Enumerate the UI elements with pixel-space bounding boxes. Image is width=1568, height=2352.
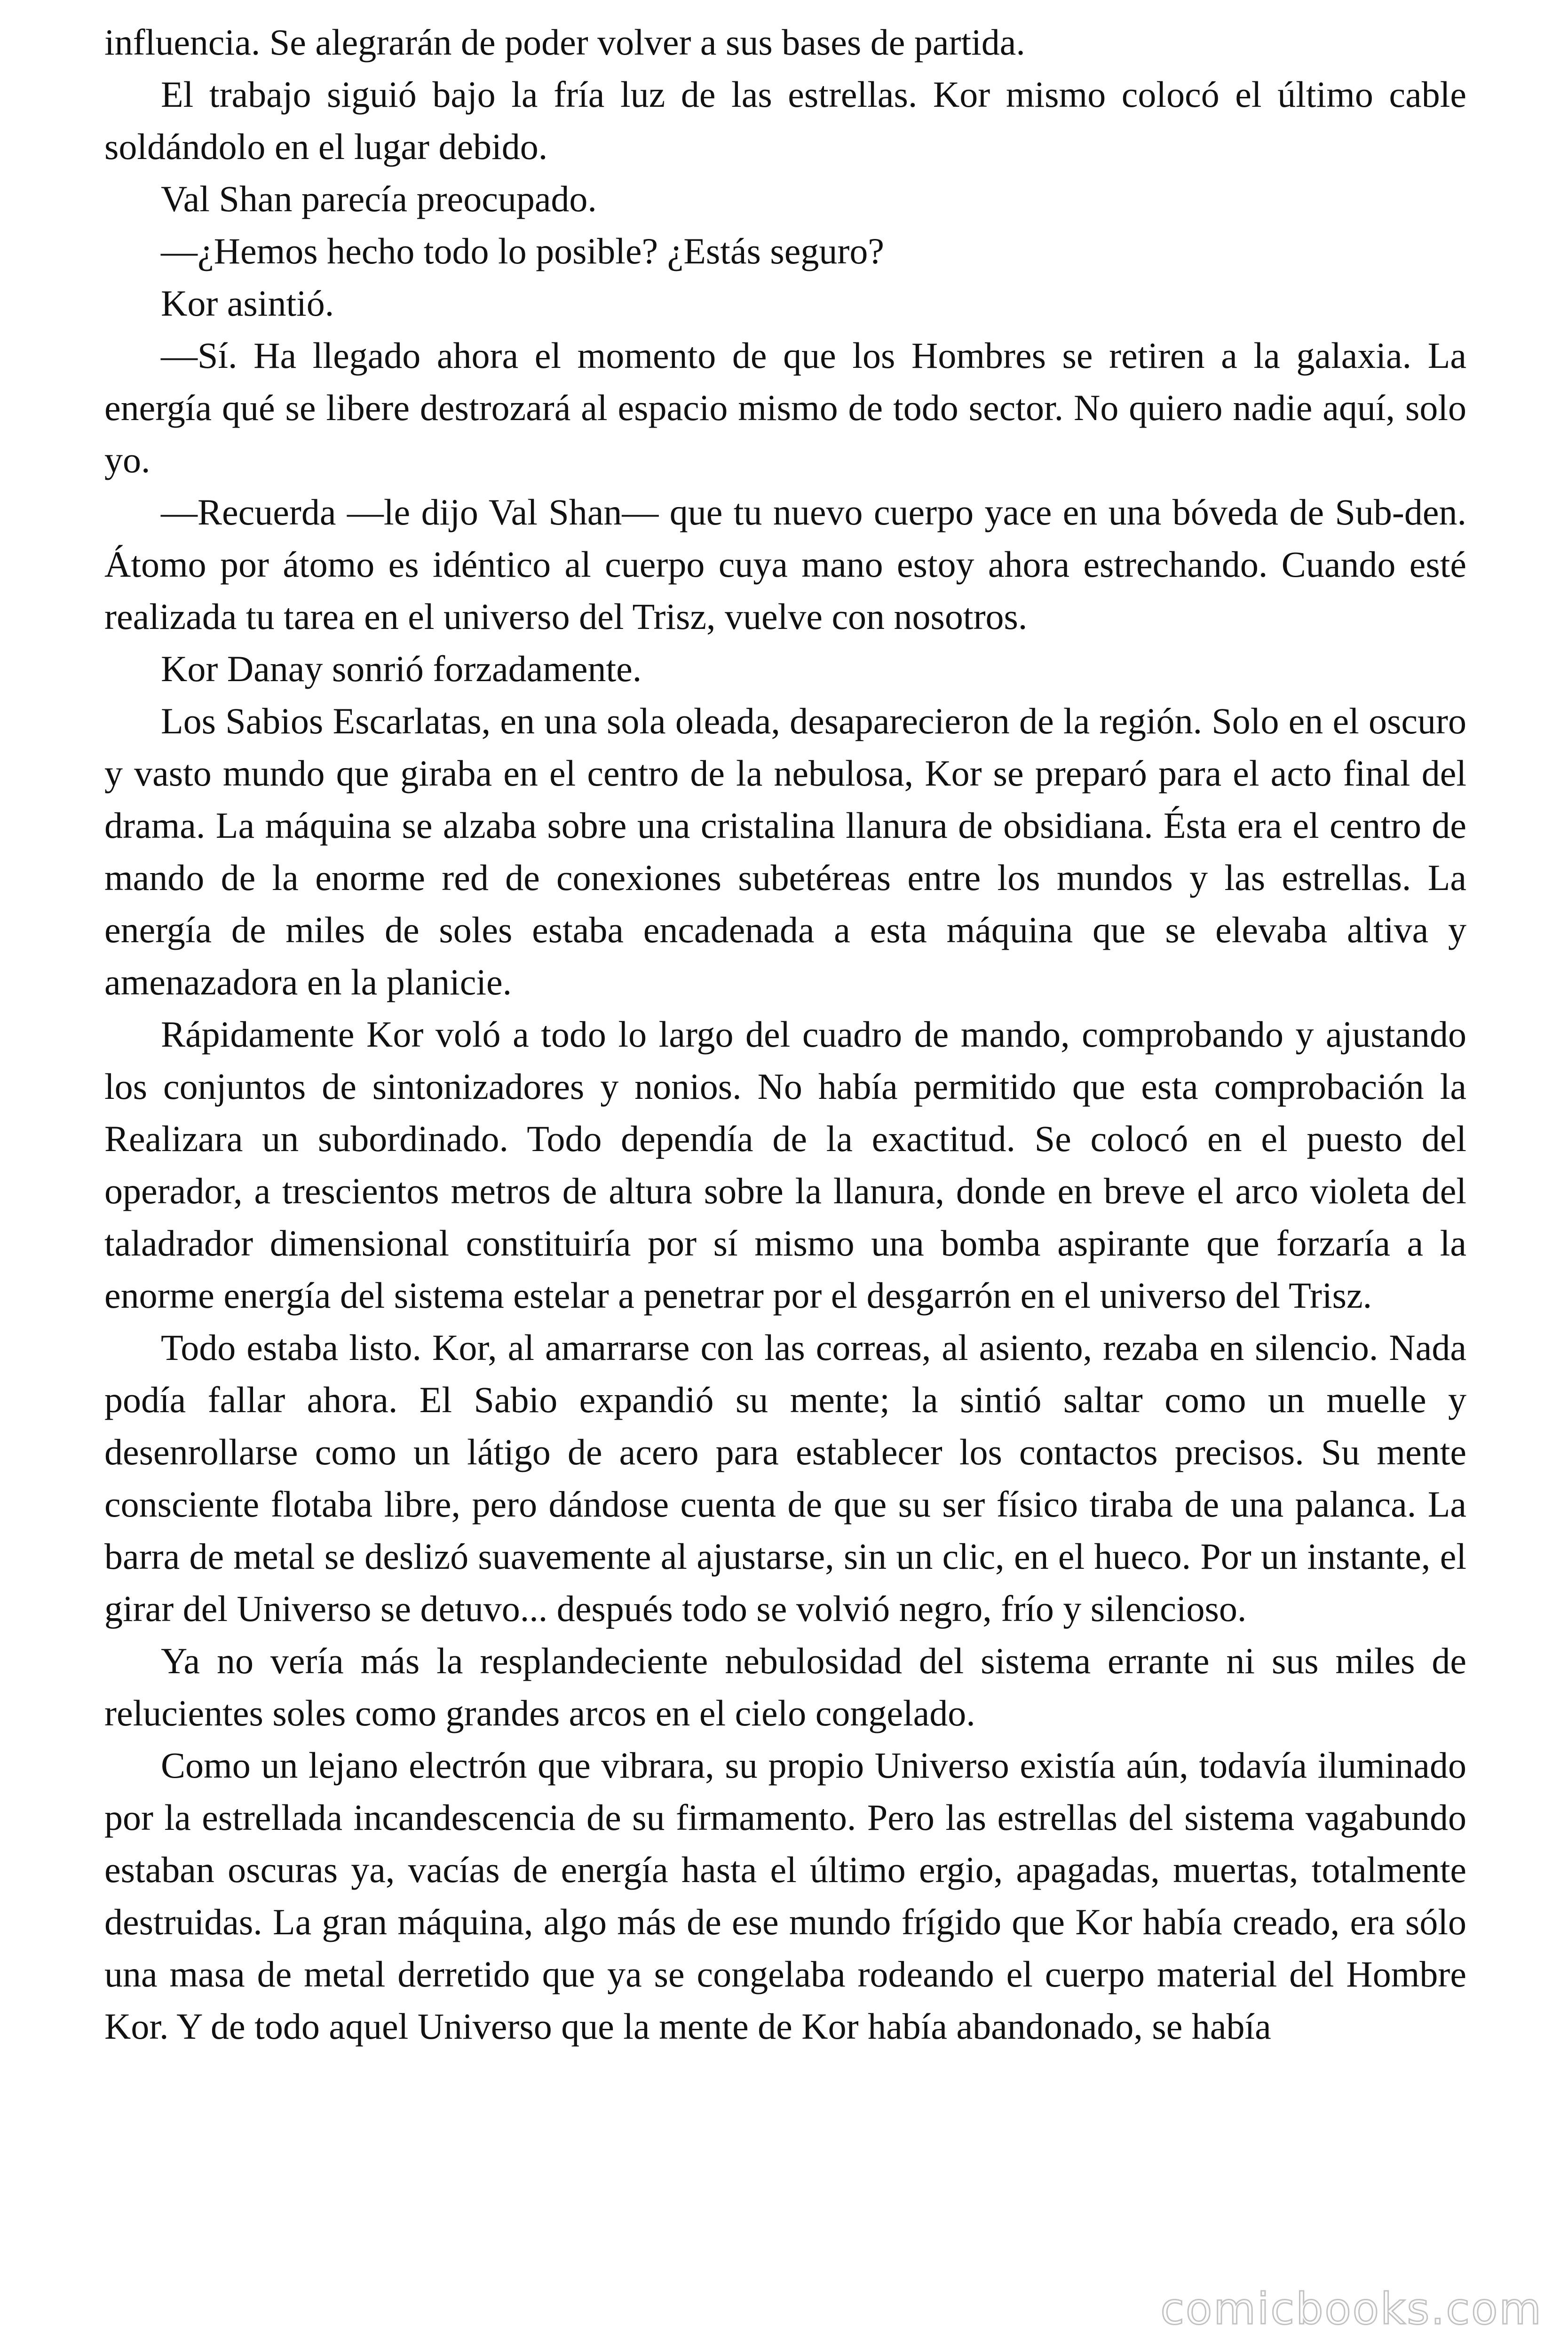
paragraph-11: Todo estaba listo. Kor, al amarrarse con las correas, al asiento, rezaba en silencio. Nada podía fallar ahora. El Sabio expandió su mente; la sintió saltar como un muelle y desenrollarse como un látigo de acero para establecer los contactos precisos. Su mente consciente flotaba libre, pero dándose cuenta de que su ser físico tiraba de una palanca. La barra de metal se deslizó suavemente al ajustarse, sin un clic, en el hueco. Por un instante, el girar del Universo se detuvo... después todo se volvió negro, frío y silencioso.	[104, 1327, 1466, 1629]
paragraph-9: Los Sabios Escarlatas, en una sola oleada, desaparecieron de la región. Solo en el oscuro y vasto mundo que giraba en el centro de la nebulosa, Kor se preparó para el acto final del drama. La máquina se alzaba sobre una cristalina llanura de obsidiana. Ésta era el centro de mando de la enorme red de conexiones subetéreas entre los mundos y las estrellas. La energía de miles de soles estaba encadenada a esta máquina que se elevaba altiva y amenazadora en la planicie.	[104, 700, 1466, 1002]
paragraph-3: Val Shan parecía preocupado.	[161, 178, 597, 219]
paragraph-1: influencia. Se alegrarán de poder volver a sus bases de partida.	[104, 22, 1025, 63]
paragraph-6: —Sí. Ha llegado ahora el momento de que los Hombres se retiren a la galaxia. La energía qué se libere destrozará al espacio mismo de todo sector. No quiero nadie aquí, solo yo.	[104, 335, 1466, 480]
watermark-logo: comicbooks.com	[1160, 2284, 1543, 2334]
paragraph-4: —¿Hemos hecho todo lo posible? ¿Estás seguro?	[161, 230, 884, 271]
paragraph-8: Kor Danay sonrió forzadamente.	[161, 648, 642, 689]
paragraph-13: Como un lejano electrón que vibrara, su propio Universo existía aún, todavía iluminado por la estrellada incandescencia de su firmamento. Pero las estrellas del sistema vagabundo estaban oscuras ya, vacías de energía hasta el último ergio, apagadas, muertas, totalmente destruidas. La gran máquina, algo más de ese mundo frígido que Kor había creado, era sólo una masa de metal derretido que ya se congelaba rodeando el cuerpo material del Hombre Kor. Y de todo aquel Universo que la mente de Kor había abandonado, se había	[104, 1745, 1466, 2047]
paragraph-10: Rápidamente Kor voló a todo lo largo del cuadro de mando, comprobando y ajustando los conjuntos de sintonizadores y nonios. No había permitido que esta comprobación la Realizara un subordinado. Todo dependía de la exactitud. Se colocó en el puesto del operador, a trescientos metros de altura sobre la llanura, donde en breve el arco violeta del taladrador dimensional constituiría por sí mismo una bomba aspirante que forzaría a la enorme energía del sistema estelar a penetrar por el desgarrón en el universo del Trisz.	[104, 1014, 1466, 1316]
paragraph-5: Kor asintió.	[161, 283, 334, 324]
page-text	[104, 16, 1466, 2052]
paragraph-2: El trabajo siguió bajo la fría luz de las estrellas. Kor mismo colocó el último cable soldándolo en el lugar debido.	[104, 74, 1466, 167]
paragraph-7: —Recuerda —le dijo Val Shan— que tu nuevo cuerpo yace en una bóveda de Sub-den. Átomo por átomo es idéntico al cuerpo cuya mano estoy ahora estrechando. Cuando esté realizada tu tarea en el universo del Trisz, vuelve con nosotros.	[104, 492, 1466, 637]
paragraph-12: Ya no vería más la resplandeciente nebulosidad del sistema errante ni sus miles de relucientes soles como grandes arcos en el cielo congelado.	[104, 1640, 1466, 1733]
